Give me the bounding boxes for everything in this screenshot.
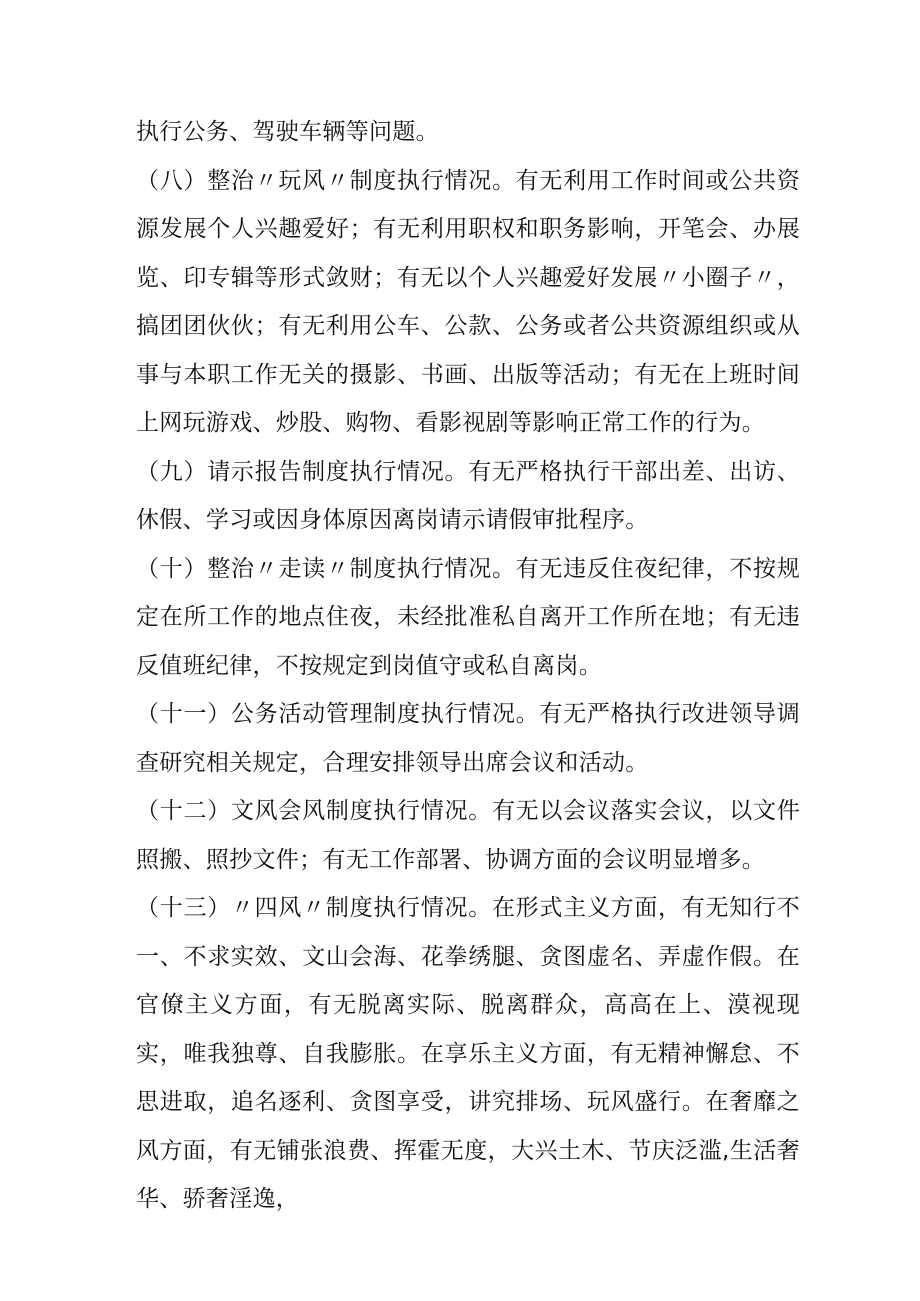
- paragraph-item-8: （八）整治〃玩风〃制度执行情况。有无利用工作时间或公共资源发展个人兴趣爱好；有无利用职权和职务影响，开笔会、办展览、印专辑等形式敛财；有无以个人兴趣爱好发展〃小圈子〃，搞团团伙伙；有无利用公车、公款、公务或者公共资源组织或从事与本职工作无关的摄影、书画、出版等活动；有无在上班时间上网玩游戏、炒股、购物、看影视剧等影响正常工作的行为。: [136, 167, 800, 436]
- paragraph-item-13: （十三）〃四风〃制度执行情况。在形式主义方面，有无知行不一、不求实效、文山会海、花拳绣腿、贪图虚名、弄虚作假。在官僚主义方面，有无脱离实际、脱离群众，高高在上、漠视现实，唯我独尊、自我膨胀。在享乐主义方面，有无精神懈怠、不思进取，追名逐利、贪图享受，讲究排场、玩风盛行。在奢靡之风方面，有无铺张浪费、挥霍无度，大兴土木、节庆泛滥,生活奢华、骄奢淫逸，: [136, 895, 800, 1212]
- paragraph-item-12: （十二）文风会风制度执行情况。有无以会议落实会议，以文件照搬、照抄文件；有无工作部署、协调方面的会议明显增多。: [136, 798, 800, 873]
- document-body: [136, 108, 800, 1224]
- paragraph-item-10: （十）整治〃走读〃制度执行情况。有无违反住夜纪律，不按规定在所工作的地点住夜，未经批准私自离开工作所在地；有无违反值班纪律，不按规定到岗值守或私自离岗。: [136, 555, 800, 679]
- paragraph-continuation: 执行公务、驾驶车辆等问题。: [136, 119, 439, 145]
- paragraph-item-9: （九）请示报告制度执行情况。有无严格执行干部出差、出访、休假、学习或因身体原因离岗请示请假审批程序。: [136, 458, 800, 533]
- paragraph-item-11: （十一）公务活动管理制度执行情况。有无严格执行改进领导调查研究相关规定，合理安排领导出席会议和活动。: [136, 701, 800, 776]
